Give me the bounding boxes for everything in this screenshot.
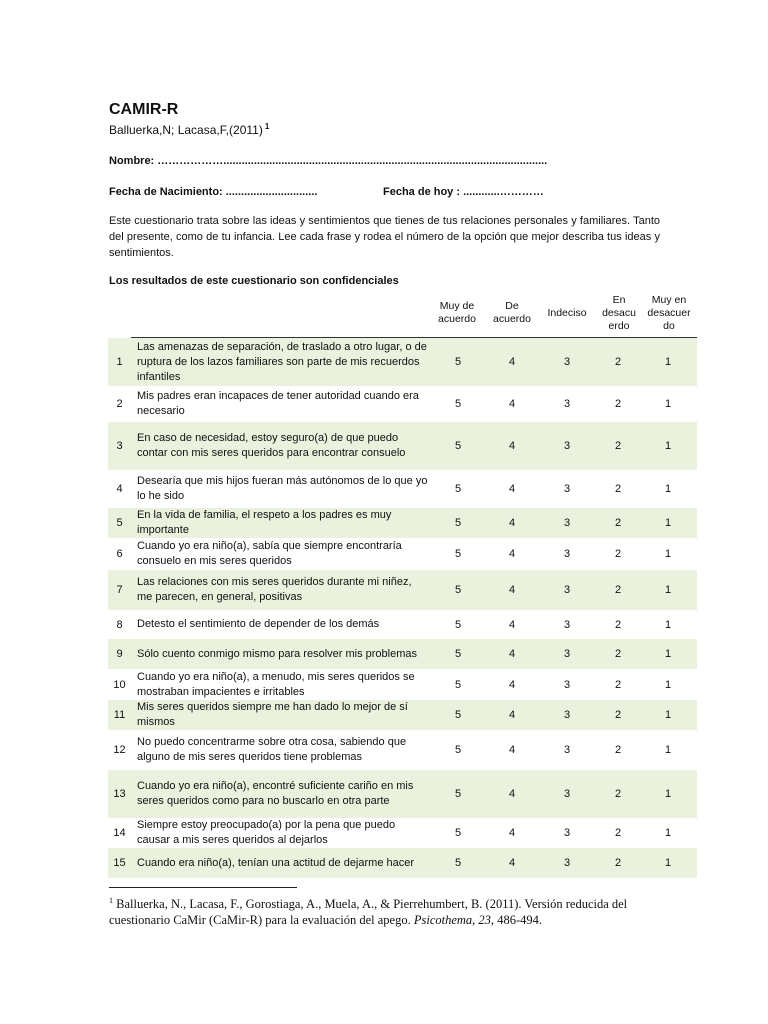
item-number: 7 [116, 584, 123, 596]
option-1[interactable]: 1 [664, 827, 672, 839]
item-text: En caso de necesidad, estoy seguro(a) de que puedo contar con mis seres queridos para encontrar consuelo [137, 432, 406, 459]
option-1[interactable]: 1 [664, 648, 672, 660]
option-4[interactable]: 4 [508, 356, 516, 368]
authors-text: Balluerka,N; Lacasa,F,(2011) [109, 123, 263, 137]
option-5[interactable]: 5 [454, 648, 462, 660]
option-3[interactable]: 3 [563, 517, 571, 529]
item-text: Cuando yo era niño(a), encontré suficiente cariño en mis seres queridos como para no buscarlo en otra parte [137, 780, 414, 807]
item-text: No puedo concentrarme sobre otra cosa, sabiendo que alguno de mis seres queridos tiene problemas [137, 736, 407, 763]
option-1[interactable]: 1 [664, 857, 672, 869]
header-muy-de-acuerdo: Muy de acuerdo [438, 300, 476, 325]
option-3[interactable]: 3 [563, 709, 571, 721]
item-text: Detesto el sentimiento de depender de los demás [137, 618, 380, 630]
item-number: 12 [113, 744, 126, 756]
item-text: Las relaciones con mis seres queridos durante mi niñez, me parecen, en general, positivas [137, 576, 412, 603]
item-number: 2 [116, 398, 123, 410]
option-5[interactable]: 5 [454, 709, 462, 721]
option-1[interactable]: 1 [664, 398, 672, 410]
fecha-nacimiento-field[interactable]: Fecha de Nacimiento: .............................. [109, 186, 318, 198]
option-1[interactable]: 1 [664, 356, 672, 368]
table-row [108, 387, 697, 421]
header-de-acuerdo: De acuerdo [493, 300, 531, 325]
option-5[interactable]: 5 [454, 398, 462, 410]
item-number: 11 [113, 709, 126, 721]
footnote: $^1$ Balluerka, N., Lacasa, F., Gorostiaga, A., Muela, A., & Pierrehumbert, B. (2011). Versión reducida del cuestionario CaMir (CaMir-R) para la evaluación del apego. Psicothema, 23, 486-494. [109, 896, 628, 927]
option-4[interactable]: 4 [508, 744, 516, 756]
option-2[interactable]: 2 [614, 857, 622, 869]
option-1[interactable]: 1 [664, 584, 672, 596]
option-4[interactable]: 4 [508, 648, 516, 660]
footnote-rule [109, 887, 297, 888]
table-row [108, 570, 697, 610]
option-4[interactable]: 4 [508, 440, 516, 452]
option-5[interactable]: 5 [454, 440, 462, 452]
option-1[interactable]: 1 [664, 517, 672, 529]
item-text: Siempre estoy preocupado(a) por la pena que puedo causar a mis seres queridos al dejarlos [137, 819, 396, 846]
item-text: Cuando era niño(a), tenían una actitud de dejarme hacer [137, 856, 415, 869]
option-5[interactable]: 5 [454, 788, 462, 800]
option-2[interactable]: 2 [614, 440, 622, 452]
table-row [108, 422, 697, 470]
option-2[interactable]: 2 [614, 618, 622, 631]
option-4[interactable]: 4 [508, 788, 516, 800]
option-4[interactable]: 4 [508, 398, 516, 410]
option-2[interactable]: 2 [614, 744, 622, 756]
option-3[interactable]: 3 [563, 618, 571, 631]
item-number: 9 [116, 648, 123, 660]
nombre-field[interactable]: Nombre: ……………….......................................................................................................... [109, 155, 548, 167]
option-4[interactable]: 4 [508, 517, 516, 529]
option-2[interactable]: 2 [614, 398, 622, 410]
option-2[interactable]: 2 [614, 678, 622, 691]
option-5[interactable]: 5 [454, 483, 462, 495]
option-4[interactable]: 4 [508, 857, 516, 869]
option-5[interactable]: 5 [454, 548, 462, 560]
item-number: 3 [116, 440, 123, 452]
option-3[interactable]: 3 [563, 398, 571, 410]
option-5[interactable]: 5 [454, 356, 462, 368]
option-4[interactable]: 4 [508, 827, 516, 839]
table-row [108, 539, 697, 569]
table-row [108, 700, 697, 730]
option-1[interactable]: 1 [664, 744, 672, 756]
table-row [108, 611, 697, 638]
table-row [108, 508, 697, 538]
option-5[interactable]: 5 [454, 857, 462, 869]
item-text: En la vida de familia, el respeto a los padres es muy importante [137, 509, 392, 536]
option-3[interactable]: 3 [563, 548, 571, 560]
item-text: Mis seres queridos siempre me han dado lo mejor de sí mismos [137, 701, 408, 728]
option-1[interactable]: 1 [664, 709, 672, 721]
item-text: Cuando yo era niño(a), a menudo, mis seres queridos se mostraban impacientes e irritables [137, 670, 415, 698]
option-4[interactable]: 4 [508, 709, 516, 721]
option-1[interactable]: 1 [664, 548, 672, 560]
option-3[interactable]: 3 [563, 648, 571, 660]
header-indeciso: Indeciso [547, 306, 587, 319]
option-4[interactable]: 4 [508, 618, 516, 631]
item-text: Desearía que mis hijos fueran más autónomos de lo que yo lo he sido [137, 475, 428, 502]
option-3[interactable]: 3 [563, 827, 571, 839]
option-1[interactable]: 1 [664, 618, 672, 631]
option-5[interactable]: 5 [454, 517, 462, 529]
table-row [108, 670, 697, 699]
table-row [108, 639, 697, 669]
option-1[interactable]: 1 [664, 483, 672, 495]
item-text: Las amenazas de separación, de traslado a otro lugar, o de ruptura de los lazos familiares son parte de mis recuerdos infantiles [137, 340, 427, 383]
item-number: 13 [113, 788, 126, 800]
option-4[interactable]: 4 [508, 678, 516, 691]
option-5[interactable]: 5 [454, 827, 462, 839]
option-5[interactable]: 5 [454, 678, 462, 691]
header-muy-en-desacuerdo: Muy en desacuer do [647, 293, 691, 332]
option-3[interactable]: 3 [563, 744, 571, 756]
item-number: 1 [116, 356, 123, 368]
item-text: Cuando yo era niño(a), sabía que siempre encontraría consuelo en mis seres queridos [137, 540, 402, 567]
option-1[interactable]: 1 [664, 678, 672, 691]
item-number: 5 [116, 517, 123, 529]
table-row [108, 338, 697, 386]
item-text: Sólo cuento conmigo mismo para resolver mis problemas [137, 647, 418, 660]
item-number: 8 [116, 618, 123, 631]
option-4[interactable]: 4 [508, 548, 516, 560]
option-2[interactable]: 2 [614, 788, 622, 800]
option-5[interactable]: 5 [454, 584, 462, 596]
option-2[interactable]: 2 [614, 709, 622, 721]
document-title: CAMIR-R [109, 101, 179, 118]
footnote-ref: 1 [264, 122, 270, 131]
item-number: 14 [113, 827, 126, 839]
option-2[interactable]: 2 [614, 548, 622, 560]
option-3[interactable]: 3 [563, 857, 571, 869]
table-row [108, 819, 697, 847]
option-5[interactable]: 5 [454, 744, 462, 756]
table-row [108, 770, 697, 818]
header-en-desacuerdo: En desacu erdo [602, 293, 636, 332]
option-2[interactable]: 2 [614, 356, 622, 368]
journal-name: Psicothema, 23, [413, 913, 495, 927]
option-2[interactable]: 2 [614, 517, 622, 529]
option-3[interactable]: 3 [563, 483, 571, 495]
option-2[interactable]: 2 [614, 827, 622, 839]
option-3[interactable]: 3 [563, 678, 571, 691]
confidential-notice: Los resultados de este cuestionario son confidenciales [109, 275, 399, 287]
option-2[interactable]: 2 [614, 483, 622, 495]
option-3[interactable]: 3 [563, 788, 571, 800]
option-4[interactable]: 4 [508, 584, 516, 596]
option-1[interactable]: 1 [664, 440, 672, 452]
option-1[interactable]: 1 [664, 788, 672, 800]
option-3[interactable]: 3 [563, 356, 571, 368]
item-number: 6 [116, 548, 123, 560]
item-number: 4 [116, 483, 123, 495]
table-row [108, 731, 697, 769]
fecha-hoy-field[interactable]: Fecha de hoy : ............………… [383, 186, 544, 198]
option-2[interactable]: 2 [614, 584, 622, 596]
authors-line [109, 122, 269, 137]
table-row [108, 471, 697, 507]
instructions-paragraph: Este cuestionario trata sobre las ideas y sentimientos que tienes de tus relaciones personales y familiares. Tanto del presente, como de tu infancia. Lee cada frase y rodea el número de la opción que mejor describa tus ideas y sentimientos. [109, 215, 660, 259]
option-3[interactable]: 3 [563, 440, 571, 452]
option-2[interactable]: 2 [614, 648, 622, 660]
option-4[interactable]: 4 [508, 483, 516, 495]
option-3[interactable]: 3 [563, 584, 571, 596]
item-text: Mis padres eran incapaces de tener autoridad cuando era necesario [137, 390, 419, 417]
item-number: 15 [113, 857, 126, 869]
option-5[interactable]: 5 [454, 618, 462, 631]
item-number: 10 [113, 678, 126, 691]
table-row [108, 848, 697, 878]
